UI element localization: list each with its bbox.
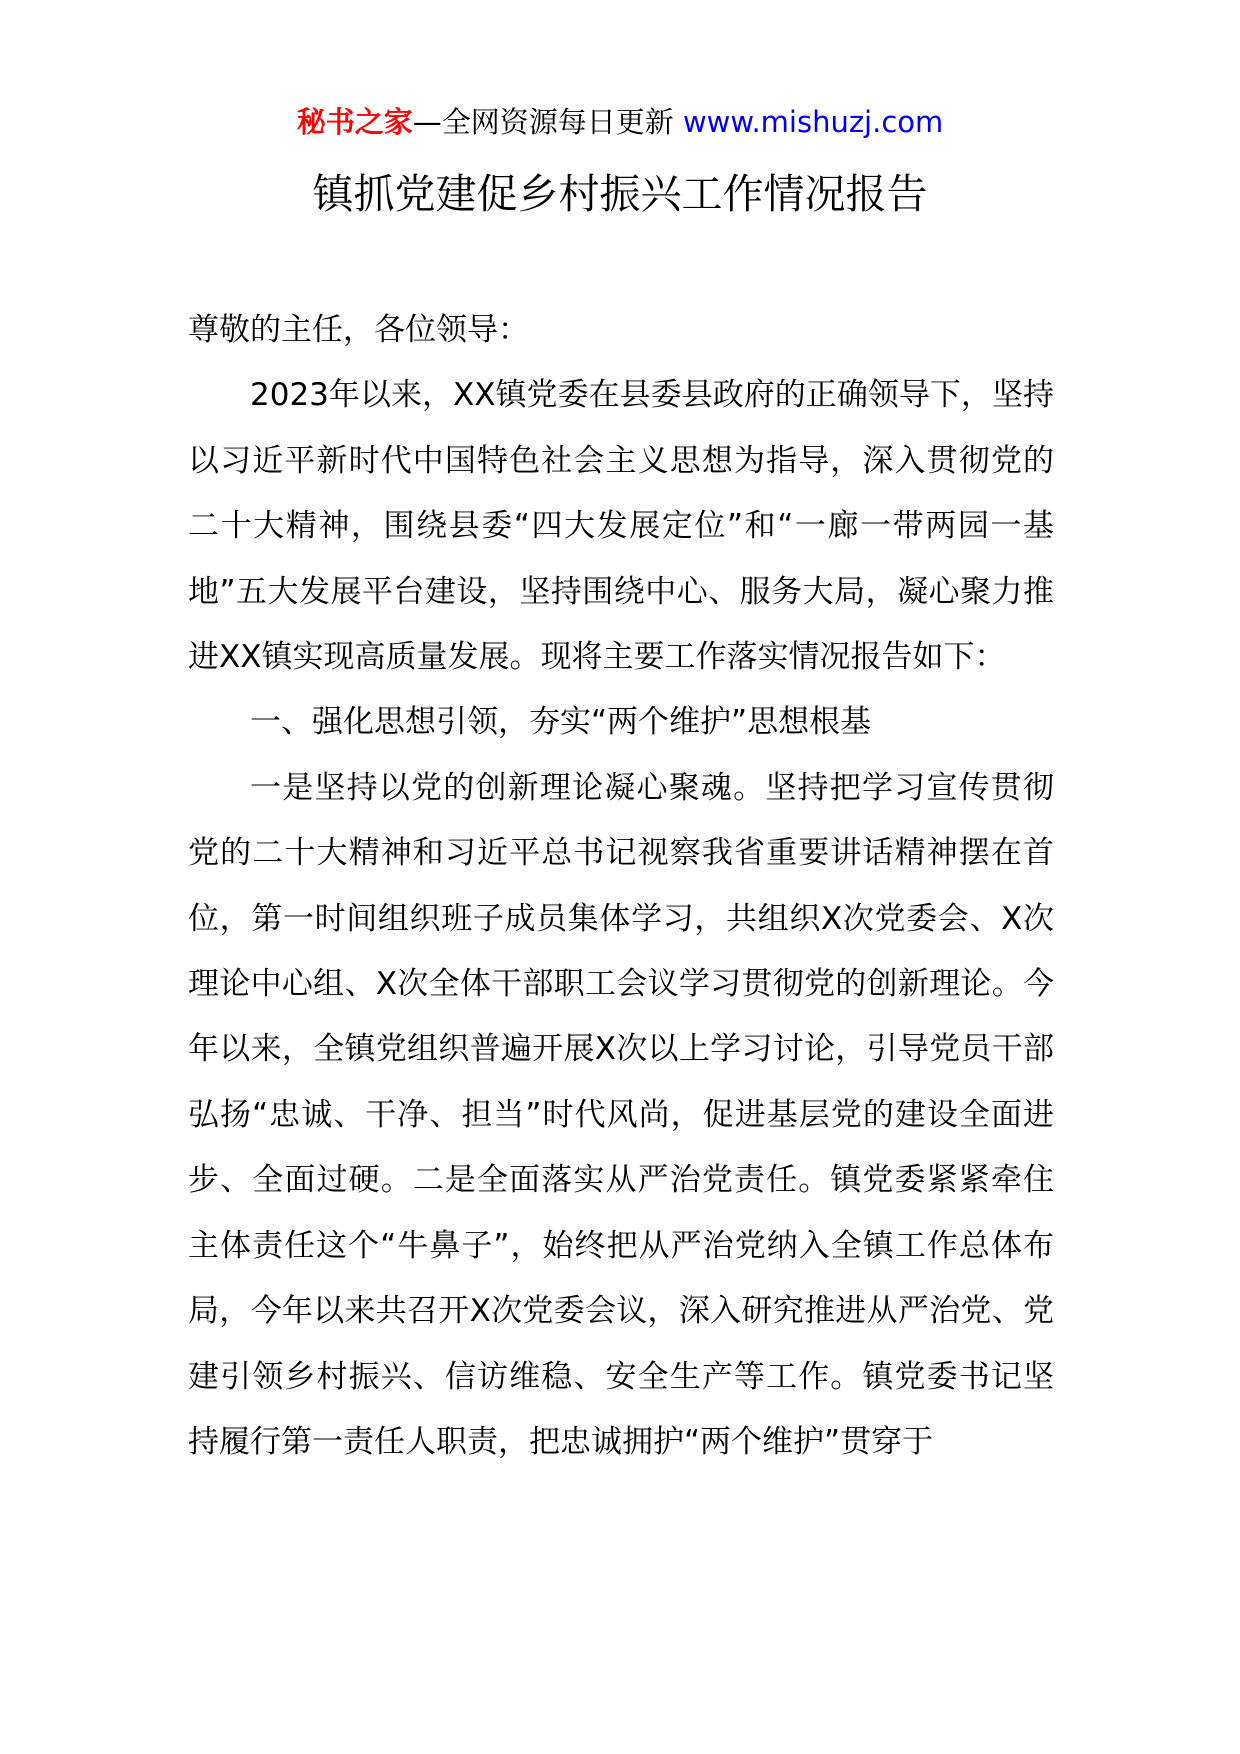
site-banner: [0, 102, 1240, 142]
salutation: 尊敬的主任，各位领导：: [188, 312, 529, 348]
section-paragraph: 一是坚持以党的创新理论凝心聚魂。坚持把学习宣传贯彻党的二十大精神和习近平总书记视察我省重要讲话精神摆在首位，第一时间组织班子成员集体学习，共组织X次党委会、X次理论中心组、X次全体干部职工会议学习贯彻党的创新理论。今年以来，全镇党组织普遍开展X次以上学习讨论，引导党员干部弘扬“忠诚、干净、担当”时代风尚，促进基层党的建设全面进步、全面过硬。二是全面落实从严治党责任。镇党委紧紧牵住主体责任这个“牛鼻子”，始终把从严治党纳入全镇工作总体布局，今年以来共召开X次党委会议，深入研究推进从严治党、党建引领乡村振兴、信访维稳、安全生产等工作。镇党委书记坚持履行第一责任人职责，把忠诚拥护“两个维护”贯穿于: [188, 769, 1054, 1460]
document-title: 镇抓党建促乡村振兴工作情况报告: [312, 170, 928, 218]
section-heading: 一、强化思想引领，夯实“两个维护”思想根基: [250, 704, 872, 741]
intro-paragraph: 2023年以来，XX镇党委在县委县政府的正确领导下，坚持以习近平新时代中国特色社会主义思想为指导，深入贯彻党的二十大精神，围绕县委“四大发展定位”和“一廊一带两园一基地”五大发展平台建设，坚持围绕中心、服务大局，凝心聚力推进XX镇实现高质量发展。现将主要工作落实情况报告如下：: [188, 377, 1054, 676]
banner-tagline: —全网资源每日更新: [412, 105, 683, 139]
document-body: [188, 298, 1054, 1475]
site-url-link[interactable]: www.mishuzj.com: [682, 105, 944, 139]
brand-name: 秘书之家: [296, 105, 413, 139]
